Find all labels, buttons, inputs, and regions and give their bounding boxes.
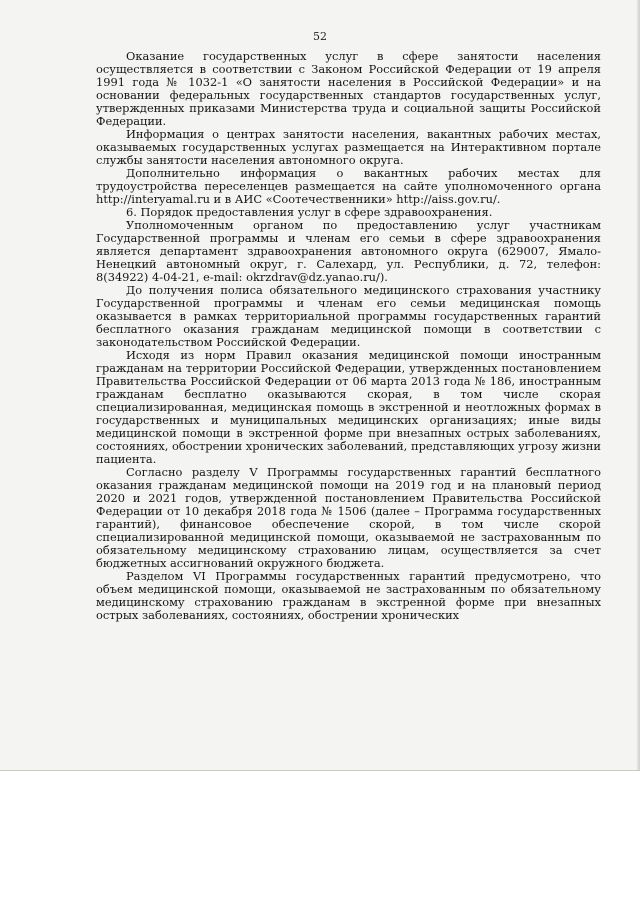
document-body [96, 50, 601, 622]
paragraph-section-vi: Разделом VI Программы государственных гарантий предусмотрено, что объем медицинской помощи, оказываемой не застрахованным по обязательному медицинскому страхованию гражданам в экстренной форме при внезапных острых заболеваниях, состояниях, обострении хронических [96, 569, 601, 622]
section-heading-healthcare: 6. Порядок предоставления услуг в сфере здравоохранения. [126, 205, 493, 219]
page-number: 52 [313, 30, 327, 43]
paragraph-section-v: Согласно разделу V Программы государственных гарантий бесплатного оказания гражданам медицинской помощи на 2019 год и на плановый период 2020 и 2021 годов, утвержденной постановлением Правительства Российской Федерации от 10 декабря 2018 года № 1506 (далее – Программа государственных гарантий), финансовое обеспечение скорой, в том числе скорой специализированной медицинской помощи, оказываемой не застрахованным по обязательному медицинскому страхованию лицам, осуществляется за счет бюджетных ассигнований окружного бюджета. [96, 465, 601, 570]
paragraph-vacancies: Дополнительно информация о вакантных рабочих местах для трудоустройства переселенцев размещается на сайте уполномоченного органа http://interyamal.ru и в АИС «Соотечественники» http://aiss.gov.ru/. [96, 166, 601, 206]
paragraph-before-policy: До получения полиса обязательного медицинского страхования участнику Государственной программы и членам его семьи медицинская помощь оказывается в рамках территориальной программы государственных гарантий бесплатного оказания гражданам медицинской помощи в соответствии с законодательством Российской Федерации. [96, 283, 601, 349]
paragraph-authorized-body: Уполномоченным органом по предоставлению услуг участникам Государственной программы и членам его семьи в сфере здравоохранения является департамент здравоохранения автономного округа (629007, Ямало-Ненецкий автономный округ, г. Салехард, ул. Республики, д. 72, телефон: 8(34922) 4-04-21, e-mail: okrzdrav@dz.yanao.ru/). [96, 218, 601, 284]
paragraph-foreign-citizens: Исходя из норм Правил оказания медицинской помощи иностранным гражданам на территории Российской Федерации, утвержденных постановлением Правительства Российской Федерации от 06 марта 2013 года № 186, иностранным гражданам бесплатно оказываются скорая, в том числе скорая специализированная, медицинская помощь в экстренной и неотложных формах в государственных и муниципальных медицинских организациях; иные виды медицинской помощи в экстренной форме при внезапных острых заболеваниях, состояниях, обострении хронических заболеваний, представляющих угрозу жизни пациента. [96, 348, 601, 466]
paragraph-employment-services: Оказание государственных услуг в сфере занятости населения осуществляется в соответствии с Законом Российской Федерации от 19 апреля 1991 года № 1032-1 «О занятости населения в Российской Федерации» и на основании федеральных государственных стандартов государственных услуг, утвержденных приказами Министерства труда и социальной защиты Российской Федерации. [96, 49, 601, 128]
paragraph-employment-info: Информация о центрах занятости населения, вакантных рабочих местах, оказываемых государственных услугах размещается на Интерактивном портале службы занятости населения автономного округа. [96, 127, 601, 167]
